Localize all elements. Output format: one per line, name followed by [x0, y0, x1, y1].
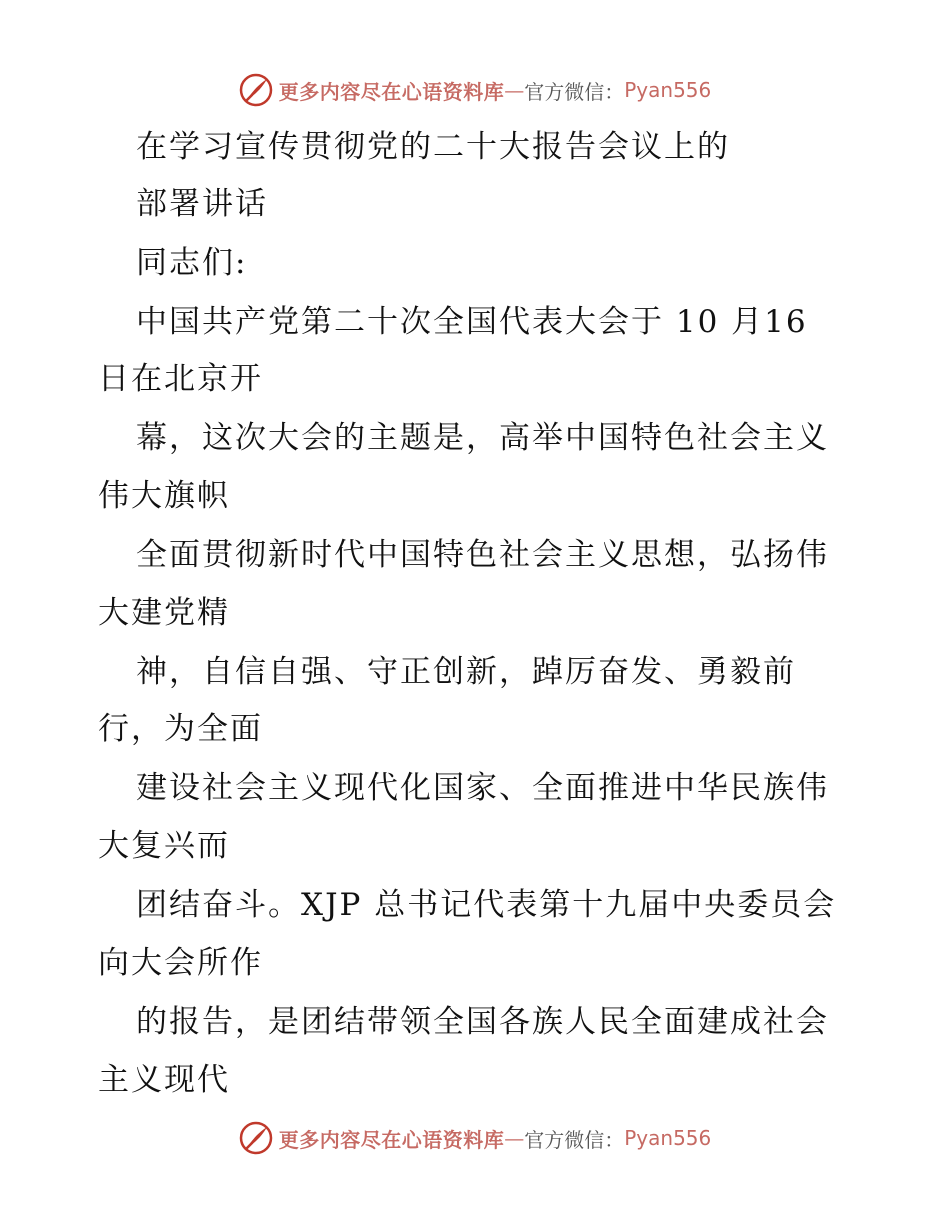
banner-wechat-label: 官方微信：: [524, 1127, 625, 1152]
text-line: 部署讲话: [136, 186, 268, 222]
text-line: 伟大旗帜: [98, 478, 230, 514]
text-line: 中国共产党第二十次全国代表大会于 10 月16: [136, 304, 808, 340]
text-line: 在学习宣传贯彻党的二十大报告会议上的: [136, 129, 730, 165]
banner-dash: —: [504, 78, 525, 102]
banner-main-text: 更多内容尽在心语资料库: [278, 1127, 505, 1152]
text-line: 全面贯彻新时代中国特色社会主义思想，弘扬伟: [136, 537, 829, 573]
banner-main-text: 更多内容尽在心语资料库: [278, 79, 505, 104]
text-line: 行，为全面: [98, 711, 263, 747]
text-line: 同志们:: [136, 245, 248, 281]
text-line: 大复兴而: [98, 828, 230, 864]
text-line: 神，自信自强、守正创新，踔厉奋发、勇毅前: [136, 654, 796, 690]
text-line: 大建党精: [98, 595, 230, 631]
text-line: 向大会所作: [98, 945, 263, 981]
text-line: 日在北京开: [98, 361, 263, 397]
text-line: 团结奋斗。XJP 总书记代表第十九届中央委员会: [136, 887, 837, 923]
banner-wechat-id: Pyan556: [624, 78, 712, 102]
text-line: 建设社会主义现代化国家、全面推进中华民族伟: [136, 770, 829, 806]
text-line: 幕，这次大会的主题是，高举中国特色社会主义: [136, 420, 829, 456]
text-line: 主义现代: [98, 1062, 230, 1098]
feather-quill-logo-icon: [239, 1121, 273, 1155]
text-line: 的报告，是团结带领全国各族人民全面建成社会: [136, 1004, 829, 1040]
banner-dash: —: [504, 1126, 525, 1150]
banner-wechat-id: Pyan556: [624, 1126, 712, 1150]
banner-wechat-label: 官方微信：: [524, 79, 625, 104]
footer-watermark-banner: [0, 1118, 950, 1158]
